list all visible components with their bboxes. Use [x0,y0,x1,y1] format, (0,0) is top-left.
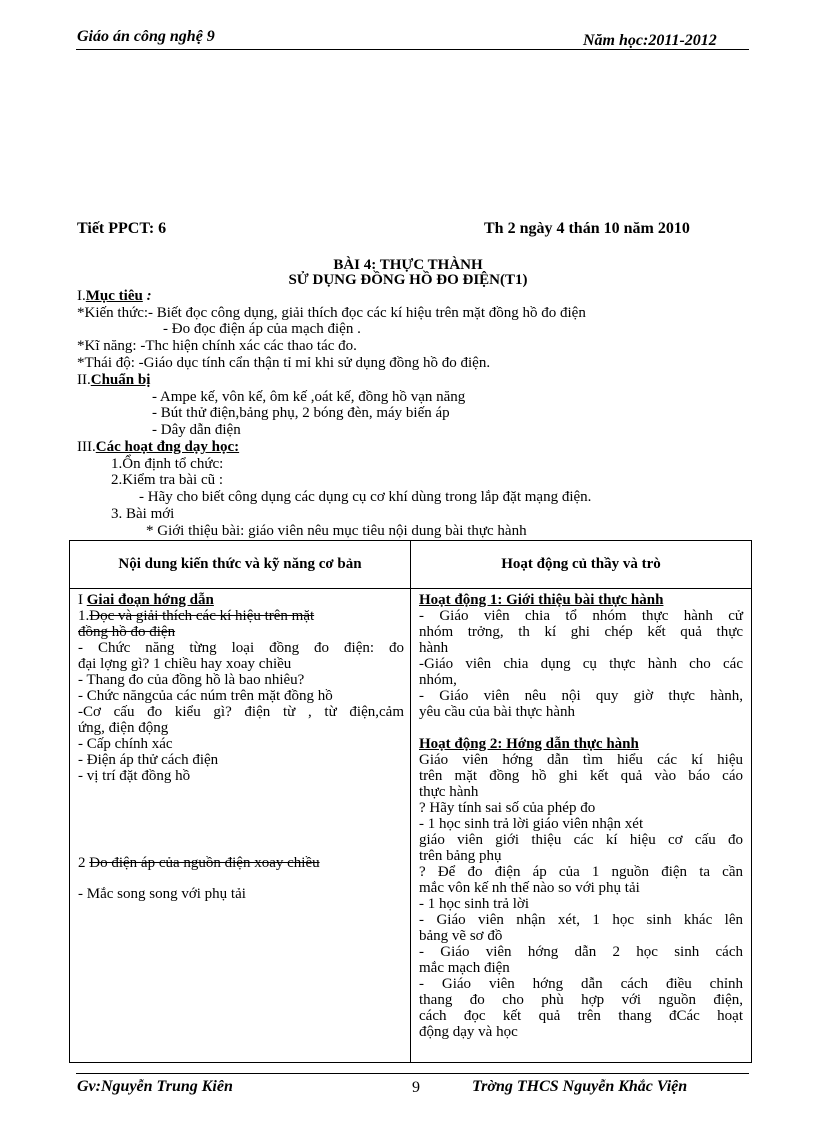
content-line: - Giáo viên chia tổ nhóm thực hành cử [419,608,743,624]
content-line: - Chức năng từng loại đồng đo điện: đo [78,640,404,656]
content-line: - 1 học sinh trả lời giáo viên nhận xét [419,816,644,832]
content-line: yêu cầu của bài thực hành [419,704,575,720]
objective-skills: *Kĩ năng: -Thc hiện chính xác các thao tác đo. [77,338,357,354]
section-number: I. [77,288,86,304]
lesson-table [69,540,752,1063]
content-line: - Giáo viên nhận xét, 1 học sinh khác lên [419,912,743,928]
stage-title: Giai đoạn hớng dẫn [86,592,214,608]
objective-knowledge-2: - Đo đọc điện áp của mạch điện . [163,321,361,337]
table-header-left: Nội dung kiến thức và kỹ năng cơ bản [70,541,411,589]
content-line: - Thang đo của đồng hồ là bao nhiêu? [78,672,305,688]
section-title: Các hoạt đng dạy học: [95,439,240,455]
content-line: nhóm trởng, th kí ghi chép kết quả thực [419,624,743,640]
content-line: mắc mạch điện [419,960,510,976]
content-line: - Mắc song song với phụ tải [78,886,246,902]
activity-step: 2.Kiểm tra bài cũ : [111,472,224,488]
section-activities-heading [77,439,239,455]
objective-knowledge: *Kiến thức:- Biết đọc công dụng, giải thích đọc các kí hiệu trên mặt đồng hồ đo điện [77,305,586,321]
section-title: Chuẩn bị [90,372,151,388]
activity-step: 3. Bài mới [111,506,175,522]
content-line: hành [419,640,449,656]
content-line: ? Để đo điện áp của 1 nguồn điện ta cần [419,864,743,880]
item-heading [78,608,404,624]
table-header-right: Hoạt động củ thầy và trò [411,541,752,589]
content-line: -Cơ cấu đo kiểu gì? điện từ , từ điện,cảm [78,704,404,720]
content-line: nhóm, [419,672,457,688]
content-line: ứng, điện động [78,720,169,736]
lesson-title-1: BÀI 4: THỰC THÀNH [333,257,483,273]
item-title: Đọc và giải thích các kí hiệu trên mặt [89,608,315,624]
preparation-item: - Ampe kế, vôn kế, ôm kế ,oát kế, đồng hồ vạn năng [152,389,466,405]
content-line: đại lợng gì? 1 chiều hay xoay chiều [78,656,292,672]
content-line: thang đo cho phù hợp với nguồn điện, [419,992,743,1008]
activity-step-detail: - Hãy cho biết công dụng các dụng cụ cơ khí dùng trong lắp đặt mạng điện. [139,489,592,505]
table-cell-left [70,589,411,1063]
content-line: - 1 học sinh trả lời [419,896,529,912]
content-line: Giáo viên hớng dẫn tìm hiểu các kí hiệu [419,752,743,768]
content-line: ? Hãy tính sai số của phép đo [419,800,596,816]
content-line: - Cấp chính xác [78,736,173,752]
section-colon: : [142,288,152,304]
content-line: thực hành [419,784,479,800]
lesson-date: Th 2 ngày 4 thán 10 năm 2010 [484,220,690,237]
item-title: Đo điện áp của nguồn điện xoay chiều [89,855,320,871]
content-line: trên bảng phụ [419,848,502,864]
content-line: giáo viên giới thiệu các kí hiệu cơ cấu đo [419,832,743,848]
content-line: cách đọc kết quả trên thang đCác hoạt [419,1008,743,1024]
content-line: - Chức năngcủa các núm trên mặt đồng hồ [78,688,333,704]
item-number: 2 [78,855,90,871]
activity-step: 1.Ổn định tổ chức: [111,456,224,472]
item-heading [78,855,404,871]
activity-step-detail: * Giới thiệu bài: giáo viên nêu mục tiêu nội dung bài thực hành [146,523,527,539]
content-line: -Giáo viên chia dụng cụ thực hành cho các [419,656,743,672]
content-line: - Giáo viên hớng dẫn 2 học sinh cách [419,944,743,960]
content-line: trên mặt đồng hồ ghi kết quả vào báo cáo [419,768,743,784]
footer-teacher: Gv:Nguyễn Trung Kiên [77,1078,233,1095]
header-school-year: Năm học:2011-2012 [583,32,717,49]
content-line: - vị trí đặt đồng hồ [78,768,191,784]
content-line: - Giáo viên nêu nội quy giờ thực hành, [419,688,743,704]
activity-heading: Hoạt động 1: Giới thiệu bài thực hành [419,592,664,608]
activity-heading: Hoạt động 2: Hớng dẫn thực hành [419,736,639,752]
content-line: - Giáo viên hớng dẫn cách điều chỉnh [419,976,743,992]
section-number: III. [77,439,96,455]
lesson-title-2: SỬ DỤNG ĐỒNG HỒ ĐO ĐIỆN(T1) [288,272,528,288]
footer-rule [76,1073,749,1074]
objective-attitude: *Thái độ: -Giáo dục tính cẩn thận tỉ mỉ khi sử dụng đồng hồ đo điện. [77,355,491,371]
section-title: Mục tiêu [85,288,143,304]
content-line: - Điện áp thử cách điện [78,752,219,768]
item-number: 1. [78,608,90,624]
content-line: mắc vôn kế nh thế nào so với phụ tải [419,880,640,896]
table-cell-right [411,589,752,1063]
preparation-item: - Dây dẫn điện [152,422,241,438]
page-number: 9 [412,1079,420,1096]
content-line: động dạy và học [419,1024,518,1040]
footer-school: Trờng THCS Nguyễn Khắc Viện [472,1078,688,1095]
stage-number: I [78,592,87,608]
lesson-number: Tiết PPCT: 6 [77,220,167,237]
stage-heading [78,592,404,608]
item-title-cont: đồng hồ đo điện [78,624,176,640]
content-line: bảng vẽ sơ đồ [419,928,503,944]
section-objectives-heading [77,288,152,304]
preparation-item: - Bút thử điện,bảng phụ, 2 bóng đèn, máy biến áp [152,405,450,421]
header-rule [76,49,749,50]
header-subject: Giáo án công nghệ 9 [77,28,215,45]
section-number: II. [77,372,91,388]
section-preparation-heading [77,372,150,388]
